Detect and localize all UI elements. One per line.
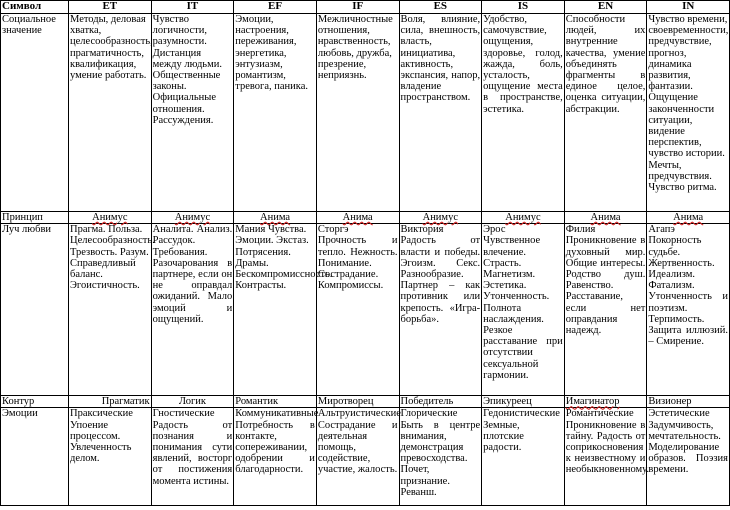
emotions-cell-en: Романтические Проникновение в тайну. Радость от соприкосновения к неизвестному и необыкновенному. [564,408,647,506]
principle-text: Анима [342,212,373,223]
value-cell-it: Чувство логичности, разумности. Дистанция между людьми. Общественные законы. Официальные отношения. Рассуждения. [151,14,234,212]
love-cell-en: Филия Проникновение в духовный мир. Общие интересы. Родство душ. Равенство. Расставание, если нет оправдания надежд. [564,224,647,396]
contour-cell-is: Эпикуреец [482,396,565,408]
row-label-principle: Принцип [1,212,69,224]
value-cell-is: Удобство, самочувствие, ощущения, здоровье, голод, жажда, боль, усталость, ощущение места в пространстве, эстетика. [482,14,565,212]
contour-cell-et: Прагматик [69,396,152,408]
emotions-cell-et: Праксические Упоение процессом. Увлеченность делом. [69,408,152,506]
emotions-cell-is: Гедонистические Земные, плотские радости. [482,408,565,506]
contour-row [1,396,730,408]
emotions-row [1,408,730,506]
principle-cell-ef [234,212,317,224]
principle-cell-in [647,212,730,224]
value-cell-ef: Эмоции, настроения, переживания, энергетика, энтузиазм, романтизм, тревога, паника. [234,14,317,212]
principle-text: Анима [590,212,621,223]
row-label-love: Луч любви [1,224,69,396]
principle-row [1,212,730,224]
value-row [1,14,730,212]
contour-cell-ef: Романтик [234,396,317,408]
principle-text: Анима [260,212,291,223]
header-if: IF [316,1,399,14]
emotions-cell-in: Эстетические Задумчивость, мечтательность. Моделирование образов. Поэзия времени. [647,408,730,506]
value-cell-if: Межличностные отношения, нравственность, любовь, дружба, презрение, неприязнь. [316,14,399,212]
contour-text: Имагинатор [565,396,620,408]
principle-text: Анимус [505,212,541,223]
row-label-contour: Контур [1,396,69,408]
principle-text: Анимус [174,212,211,223]
header-en: EN [564,1,647,14]
header-ef: EF [234,1,317,14]
principle-cell-es [399,212,482,224]
header-row [1,1,730,14]
value-cell-et: Методы, деловая хватка, целесообразность, прагматичность, квалификация, умение работать. [69,14,152,212]
principle-cell-et [69,212,152,224]
emotions-cell-it: Гностические Радость от познания и понимания сути явлений, восторг от постижения момента истины. [151,408,234,506]
love-cell-if: Сторгэ Прочность и тепло. Нежность. Понимание. Сострадание. Компромиссы. [316,224,399,396]
contour-cell-it: Логик [151,396,234,408]
row-label-emotions: Эмоции [1,408,69,506]
contour-cell-en [564,396,647,408]
principle-text: Анимус [422,212,458,223]
value-cell-es: Воля, влияние, сила, внешность, власть, инициатива, активность, экспансия, напор, владение пространством. [399,14,482,212]
row-label-value: Социальное значение [1,14,69,212]
love-cell-ef: Мания Чувства. Эмоции. Экстаз. Потрясения. Драмы. Бескомпромиссность. Контрасты. [234,224,317,396]
value-cell-en: Способности людей, их внутренние качества, умение объединять фрагменты в единое целое, оценка ситуации, абстракции. [564,14,647,212]
principle-cell-it [151,212,234,224]
contour-cell-in: Визионер [647,396,730,408]
emotions-cell-if: Альтруистические Сострадание и деятельная помощь, содействие, участие, жалость. [316,408,399,506]
principle-text: Анима [673,212,704,223]
love-cell-in: Агапэ Покорность судьбе. Жертвенность. Идеализм. Фатализм. Утонченность и поэтизм. Терпимость. Защита иллюзий. – Смирение. [647,224,730,396]
principle-cell-en [564,212,647,224]
love-cell-es: Виктория Радость от власти и победы. Эгоизм. Секс. Разнообразие. Партнер – как противник или крепость. «Игра-борьба». [399,224,482,396]
header-in: IN [647,1,730,14]
contour-cell-if: Миротворец [316,396,399,408]
love-row [1,224,730,396]
principle-cell-is [482,212,565,224]
header-et: ET [69,1,152,14]
header-es: ES [399,1,482,14]
love-cell-et: Прагма. Польза. Целесообразность. Трезвость. Разум. Справедливый баланс. Эгоистичность. [69,224,152,396]
principle-text: Анимус [92,212,128,223]
contour-cell-es: Победитель [399,396,482,408]
principle-cell-if [316,212,399,224]
love-cell-it: Аналита. Анализ. Рассудок. Требования. Разочарования в партнере, если он не оправдал ожиданий. Мало эмоций и ощущений. [151,224,234,396]
header-symbol: Символ [1,1,69,14]
love-cell-is: Эрос Чувственное влечение. Страсть. Магнетизм. Эстетика. Утонченность. Полнота наслаждения. Резкое расставание при отсутствии сексуальной гармонии. [482,224,565,396]
value-cell-in: Чувство времени, своевременности, предчувствие, прогноз, динамика развития, фантазии. Ощущение законченности ситуации, видение перспектив, чувство истории. Мечты, предчувствия. Чувство ритма. [647,14,730,212]
emotions-cell-es: Глорические Быть в центре внимания, демонстрация превосходства. Почет, признание. Реванш. [399,408,482,506]
emotions-cell-ef: Коммуникативные Потребность в контакте, сопереживании, одобрении и благодарности. [234,408,317,506]
header-is: IS [482,1,565,14]
header-it: IT [151,1,234,14]
